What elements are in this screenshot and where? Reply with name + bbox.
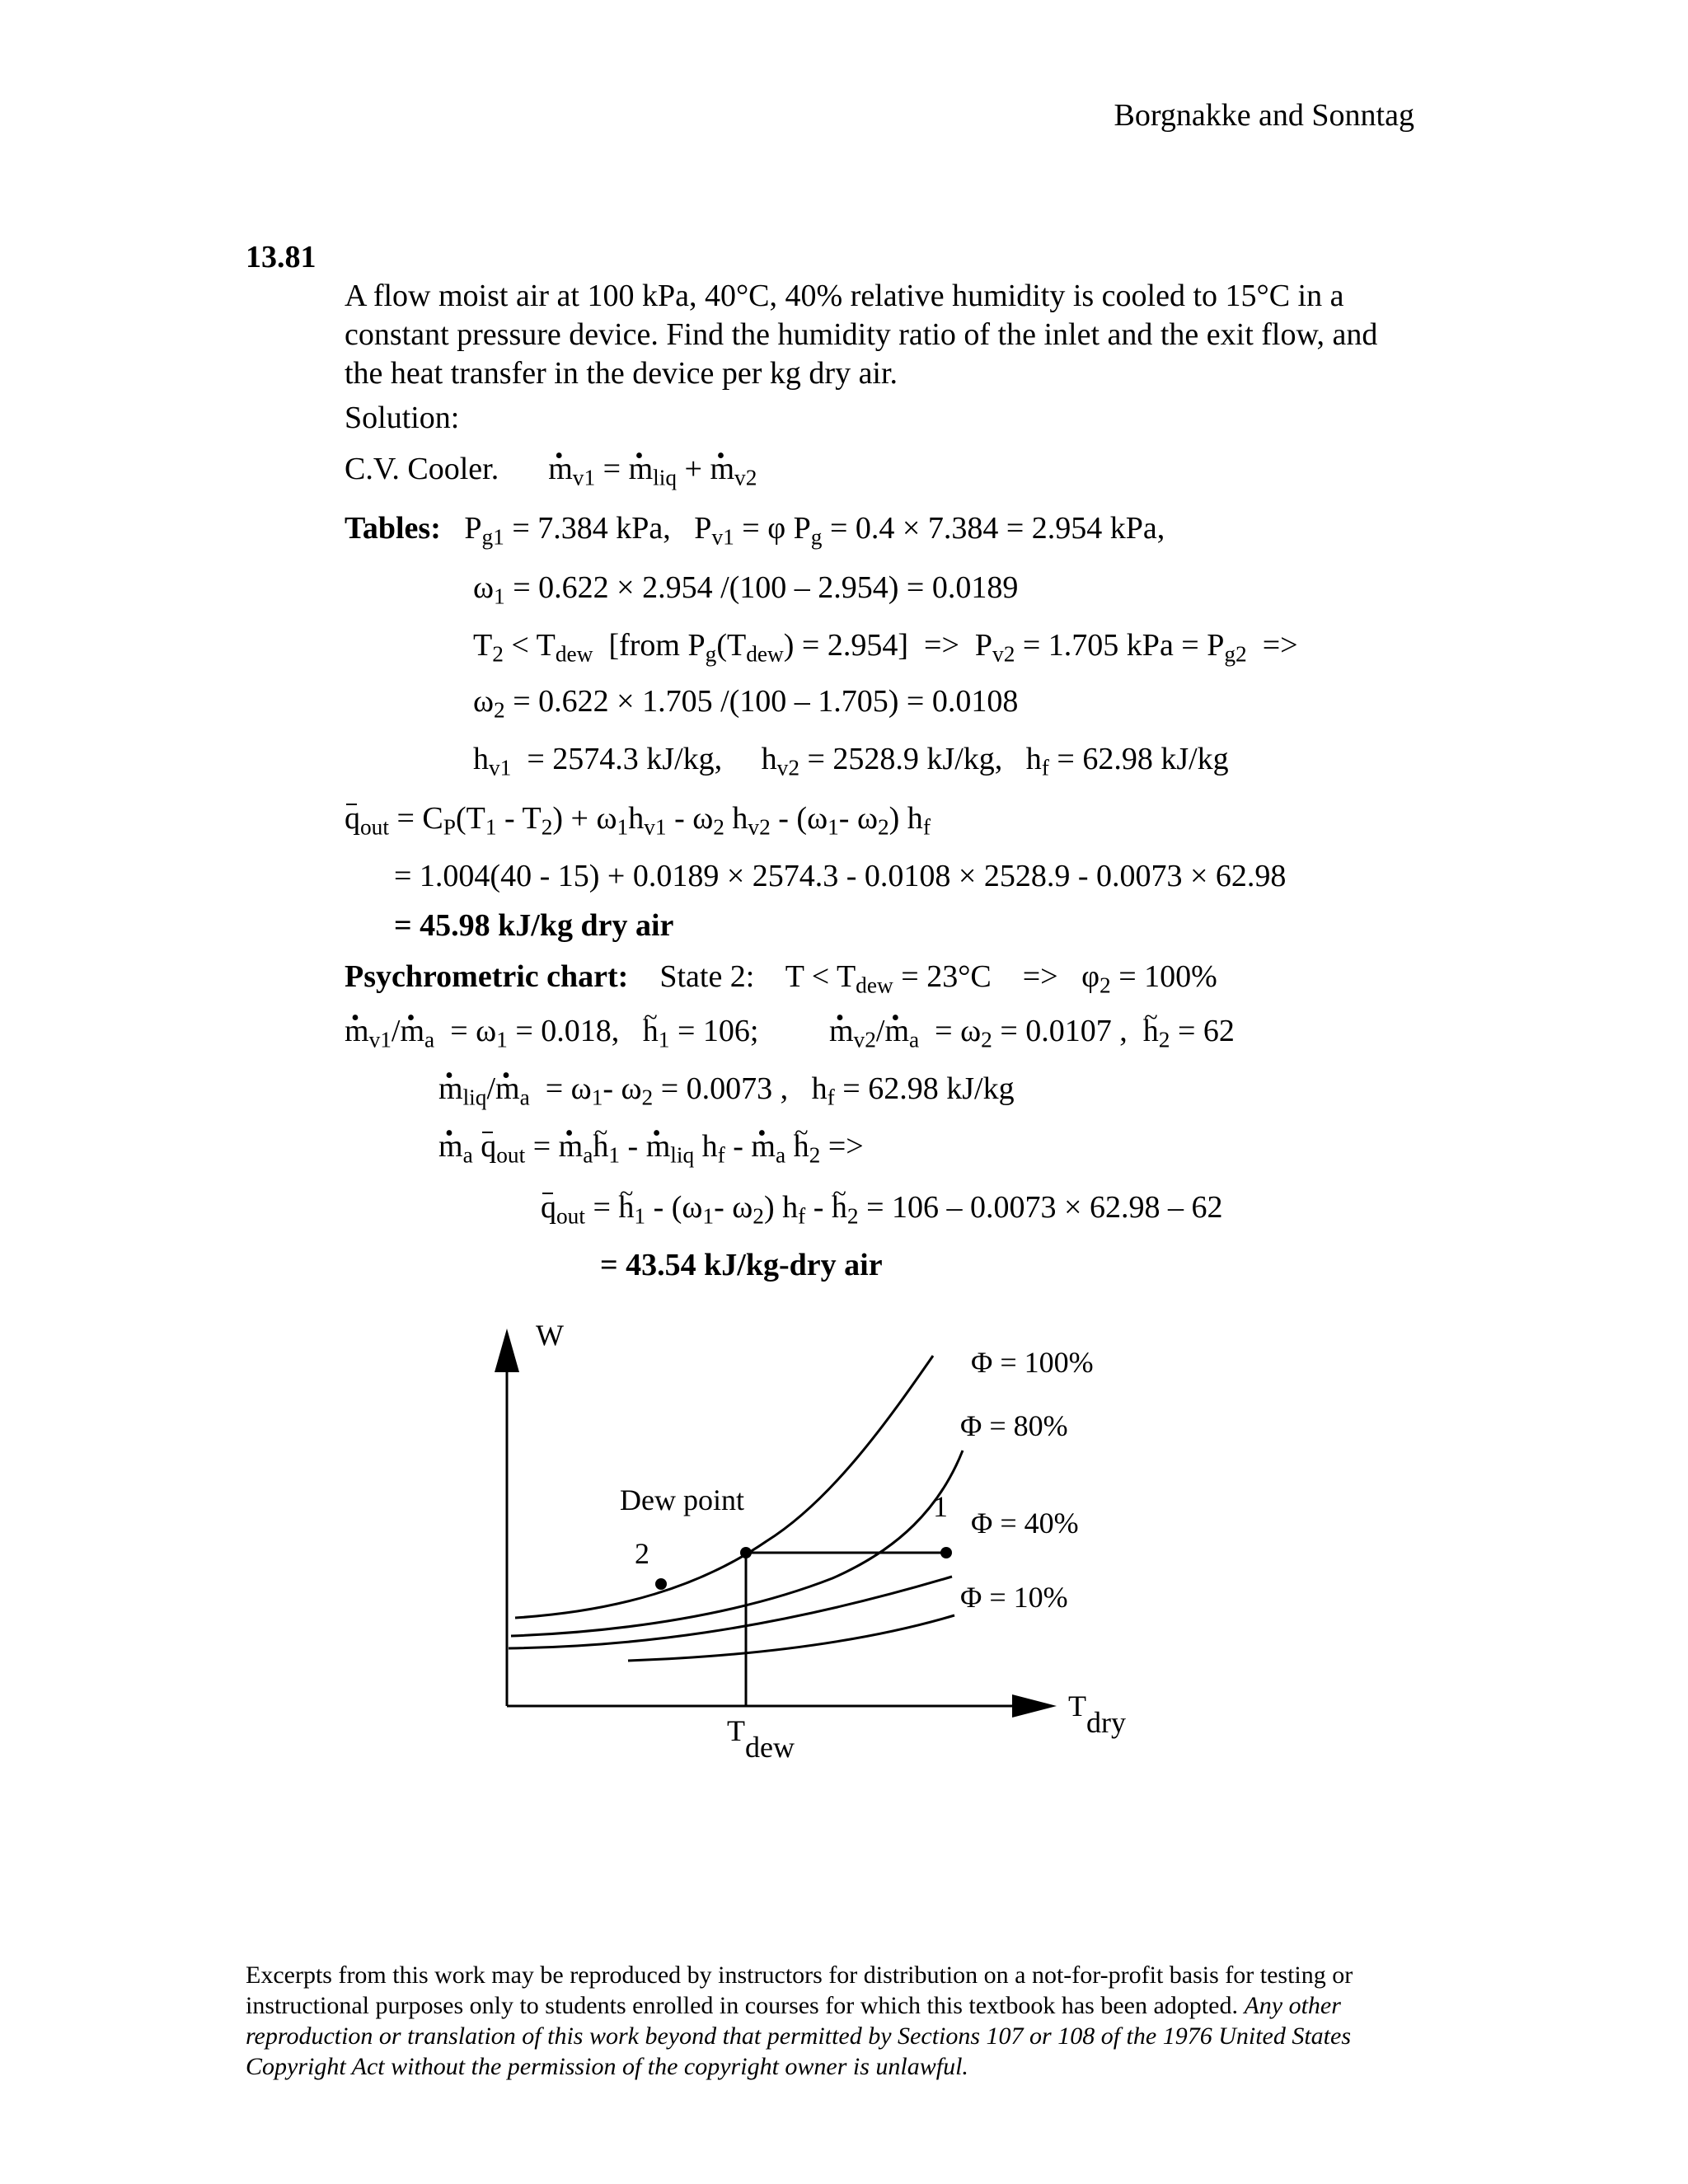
- control-volume-line: C.V. Cooler.• $m_{v1}$ = • $m_{liq}$ + • $m_{v2}$: [345, 450, 757, 488]
- liquid-ratio-line: • $m_{liq}/•$ $m_a = \omega_1-$ $\omega_2 = 0.0073$ , $h_f = 62.98$ kJ/kg: [438, 1070, 1015, 1108]
- omega2-equation: $\omega_2 = 0.622 \times 1.705$ /(100 – 1.705) = 0.0108: [473, 684, 1019, 723]
- t-dry-subscript: dry: [1086, 1706, 1126, 1739]
- curve-phi-80: [511, 1451, 963, 1636]
- curve-phi-10: [628, 1615, 954, 1661]
- copyright-footer: [246, 1960, 1432, 2082]
- energy-equation: $q_{out} = C_P(T_1 - T_2) + \omega_1h_{v1} - \omega_2$ $h_{v2} - (\omega_1-$ $\omega_2$) $h_f$: [345, 801, 931, 840]
- curve-label-10: Φ = 10%: [960, 1581, 1068, 1614]
- footer-italic: Any other reproduction or translation of this work beyond that permitted by Sections 107 or 108 of the 1976 United States Copyright Act without the permission of the copyright owner is unlawful.: [246, 1992, 1352, 2080]
- psychrometric-line: Psychrometric chart: State 2: $T < T_{dew} = 23^\circ C$ => $\varphi_2 = 100\%$: [345, 959, 1217, 998]
- chart-readings-line: • $m_{v1}/•$ $m_a = \omega_1 = 0.018$, ~ $h_1 = 106$; • $m_{v2}/•$ $m_a = \omega_2 = 0.0107$ , ~ $h_2 = 62$: [345, 1012, 1235, 1050]
- energy-balance-line: • $m_a$ $q_{out}$ = • $m_a\sim$ $h_1$ - • $m_{liq}$ $h_f$ - • $m_a$ ~ $h_2$ =>: [438, 1127, 864, 1165]
- energy-substitution: = 1.004(40 - 15) + 0.0189 × 2574.3 - 0.0108 × 2528.9 - 0.0073 × 62.98: [394, 859, 1287, 893]
- dew-point-label: Dew point: [620, 1483, 744, 1516]
- psychrometric-label: Psychrometric chart: [345, 959, 618, 994]
- solution-label: Solution:: [345, 401, 460, 435]
- problem-statement: A flow moist air at 100 kPa, 40°C, 40% relative humidity is cooled to 15°C in a constant pressure device. Find the humidity ratio of the inlet and the exit flow, and the heat transfer in the device per kg dry air.: [345, 279, 1378, 391]
- enthalpy-line: $h_{v1} = 2574.3$ kJ/kg, $h_{v2} = 2528.9$ kJ/kg, $h_f = 62.98$ kJ/kg: [473, 742, 1229, 780]
- omega1-equation: $\omega_1 = 0.622 \times 2.954$ /(100 – 2.954) = 0.0189: [473, 570, 1019, 609]
- cv-label: C.V. Cooler.: [345, 452, 499, 486]
- w-axis-label: W: [536, 1319, 564, 1352]
- result-chart: = 43.54 kJ/kg-dry air: [600, 1248, 883, 1282]
- q-out-chart-equation: $q_{out}$ = ~ $h_1 - (\omega_1-$ $\omega_2$) $h_f$ - ~ $h_2 = 106 - 0.0073 \times 62.98 - 62$: [541, 1188, 1222, 1226]
- state1-marker: [940, 1547, 952, 1558]
- curve-label-80: Φ = 80%: [960, 1409, 1068, 1442]
- result-tables: = 45.98 kJ/kg dry air: [394, 908, 674, 943]
- t-dew-label: T: [727, 1714, 745, 1747]
- page-header: Borgnakke and Sonntag: [1114, 98, 1414, 133]
- state2-marker: [655, 1578, 667, 1590]
- dewpoint-equation: $T_2 < T_{dew}$ [from $P_g(T_{dew}) = 2.954] => P_{v2} = 1.705$ kPa = $P_{g2}$ =>: [473, 628, 1298, 667]
- curve-label-100: Φ = 100%: [971, 1346, 1094, 1379]
- t-dry-label: T: [1068, 1690, 1086, 1722]
- state1-label: 1: [933, 1490, 948, 1523]
- w-axis-arrow: [495, 1329, 519, 1372]
- state2-label: State 2:: [659, 959, 755, 994]
- curve-label-40: Φ = 40%: [971, 1507, 1079, 1540]
- t-dew-subscript: dew: [745, 1731, 795, 1764]
- tables-label: Tables: [345, 511, 431, 546]
- tables-line: Tables: $P_{g1} = 7.384$ kPa, $P_{v1} = \varphi$ $P_g = 0.4 \times 7.384 = 2.954$ kPa,: [345, 511, 1165, 550]
- dew-point-marker: [740, 1547, 752, 1558]
- problem-number: 13.81: [246, 240, 316, 274]
- t-axis-arrow: [1012, 1694, 1057, 1718]
- state2-label-diagram: 2: [635, 1537, 649, 1570]
- footer-plain: Excerpts from this work may be reproduced by instructors for distribution on a not-for-profit basis for testing or instructional purposes only to students enrolled in courses for which this textbook has been adopted.: [246, 1961, 1353, 2019]
